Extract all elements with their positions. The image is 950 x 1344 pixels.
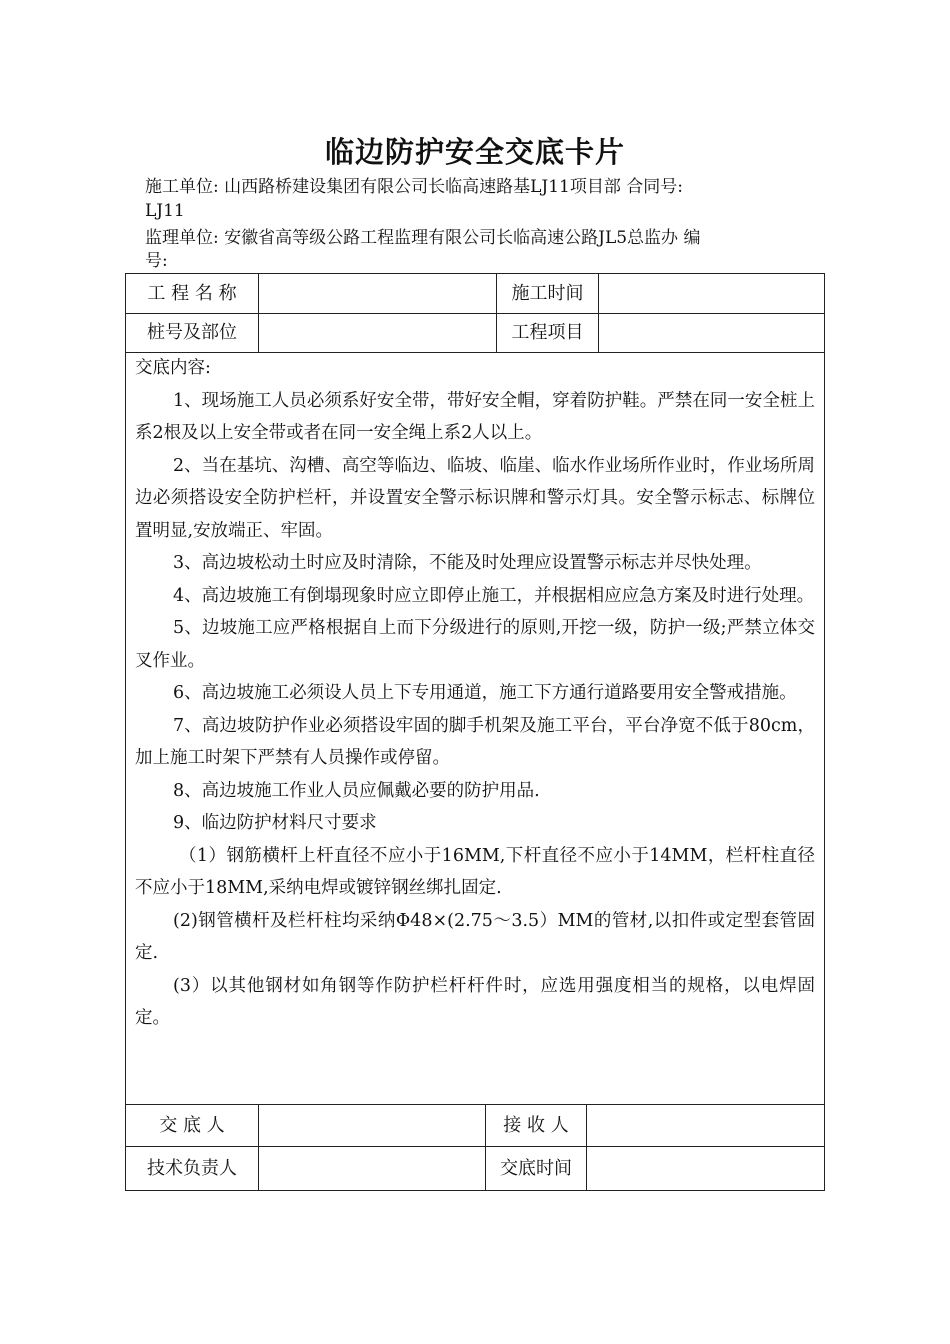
- table-divider: [586, 1104, 587, 1191]
- content-item: 7、高边坡防护作业必须搭设牢固的脚手机架及施工平台，平台净宽不低于80cm，加上施工时架下严禁有人员操作或停留。: [135, 715, 815, 768]
- content-item: 6、高边坡施工必须设人员上下专用通道，施工下方通行道路要用安全警戒措施。: [173, 683, 797, 703]
- briefer-label: 交 底 人: [159, 1114, 225, 1136]
- content-item: 1、现场施工人员必须系好安全带，带好安全帽，穿着防护鞋。严禁在同一安全桩上系2根及以上安全带或者在同一安全绳上系2人以上。: [135, 390, 815, 443]
- tech-lead-label: 技术负责人: [147, 1158, 237, 1179]
- briefing-time-label: 交底时间: [500, 1158, 572, 1179]
- project-name-label: 工 程 名 称: [147, 282, 237, 304]
- serial-number: 号:: [145, 251, 168, 271]
- content-sub-item: （1）钢筋横杆上杆直径不应小于16MM,下杆直径不应小于14MM，栏杆柱直径不应小于18MM,采纳电焊或镀锌钢丝绑扎固定.: [135, 845, 815, 898]
- pile-location-label: 桩号及部位: [147, 322, 237, 343]
- content-item: 4、高边坡施工有倒塌现象时应立即停止施工，并根据相应应急方案及时进行处理。: [173, 585, 815, 606]
- construction-unit-line: 施工单位: 山西路桥建设集团有限公司长临高速路基LJ11项目部 合同号:: [145, 177, 683, 197]
- table-divider: [258, 273, 259, 352]
- supervision-unit-line: 监理单位: 安徽省高等级公路工程监理有限公司长临高速公路JL5总监办 编: [145, 228, 701, 248]
- project-item-label: 工程项目: [511, 322, 584, 343]
- table-divider: [258, 1104, 259, 1191]
- content-item: 3、高边坡松动土时应及时清除，不能及时处理应设置警示标志并尽快处理。: [173, 553, 762, 573]
- table-divider: [598, 273, 599, 352]
- content-sub-item: (2)钢管横杆及栏杆柱均采纳Φ48×(2.75～3.5）MM的管材,以扣件或定型套管固定.: [135, 910, 815, 963]
- content-sub-item: (3）以其他钢材如角钢等作防护栏杆杆件时，应选用强度相当的规格，以电焊固定。: [135, 975, 815, 1028]
- content-item: 8、高边坡施工作业人员应佩戴必要的防护用品.: [173, 780, 540, 801]
- content-heading: 交底内容:: [135, 358, 211, 378]
- receiver-label: 接 收 人: [503, 1114, 569, 1136]
- contract-number: LJ11: [145, 201, 185, 221]
- document-title: 临边防护安全交底卡片: [324, 135, 625, 169]
- briefing-content: [135, 352, 815, 1035]
- content-item: 2、当在基坑、沟槽、高空等临边、临坡、临崖、临水作业场所作业时，作业场所周边必须搭设安全防护栏杆，并设置安全警示标识牌和警示灯具。安全警示标志、标牌位置明显,安放端正、牢固。: [135, 455, 815, 541]
- construction-time-label: 施工时间: [511, 282, 584, 304]
- content-item: 9、临边防护材料尺寸要求: [173, 813, 377, 833]
- content-item: 5、边坡施工应严格根据自上而下分级进行的原则,开挖一级，防护一级;严禁立体交叉作业。: [135, 618, 815, 671]
